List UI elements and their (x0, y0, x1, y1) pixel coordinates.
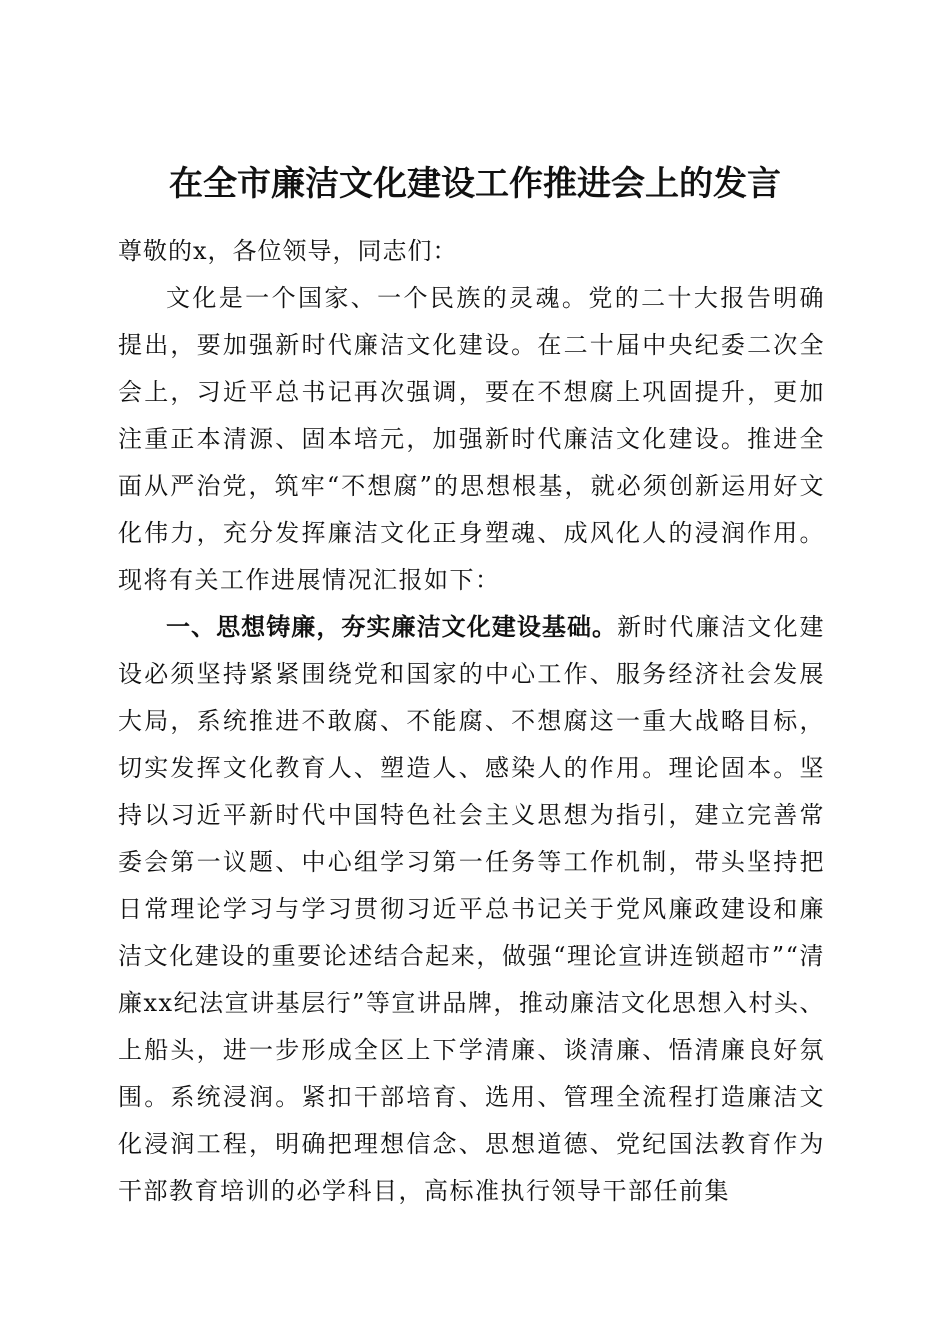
section-heading: 一、思想铸廉，夯实廉洁文化建设基础。 (166, 613, 618, 641)
salutation: 尊敬的x，各位领导，同志们： (118, 237, 458, 265)
paragraph-intro (118, 275, 825, 604)
document-body (118, 228, 825, 1215)
document-title: 在全市廉洁文化建设工作推进会上的发言 (169, 163, 781, 204)
paragraph-text: 文化是一个国家、一个民族的灵魂。党的二十大报告明确提出，要加强新时代廉洁文化建设。在二十届中央纪委二次全会上，习近平总书记再次强调，要在不想腐上巩固提升，更加注重正本清源、固本培元，加强新时代廉洁文化建设。推进全面从严治党，筑牢“不想腐”的思想根基，就必须创新运用好文化伟力，充分发挥廉洁文化正身塑魂、成风化人的浸润作用。现将有关工作进展情况汇报如下： (118, 284, 825, 594)
paragraph-section-one (118, 604, 825, 1215)
paragraph-text: 新时代廉洁文化建设必须坚持紧紧围绕党和国家的中心工作、服务经济社会发展大局，系统推进不敢腐、不能腐、不想腐这一重大战略目标，切实发挥文化教育人、塑造人、感染人的作用。理论固本。坚持以习近平新时代中国特色社会主义思想为指引，建立完善常委会第一议题、中心组学习第一任务等工作机制，带头坚持把日常理论学习与学习贯彻习近平总书记关于党风廉政建设和廉洁文化建设的重要论述结合起来，做强“理论宣讲连锁超市”“清廉xx纪法宣讲基层行”等宣讲品牌，推动廉洁文化思想入村头、上船头，进一步形成全区上下学清廉、谈清廉、悟清廉良好氛围。系统浸润。紧扣干部培育、选用、管理全流程打造廉洁文化浸润工程，明确把理想信念、思想道德、党纪国法教育作为干部教育培训的必学科目，高标准执行领导干部任前集 (118, 613, 826, 1205)
